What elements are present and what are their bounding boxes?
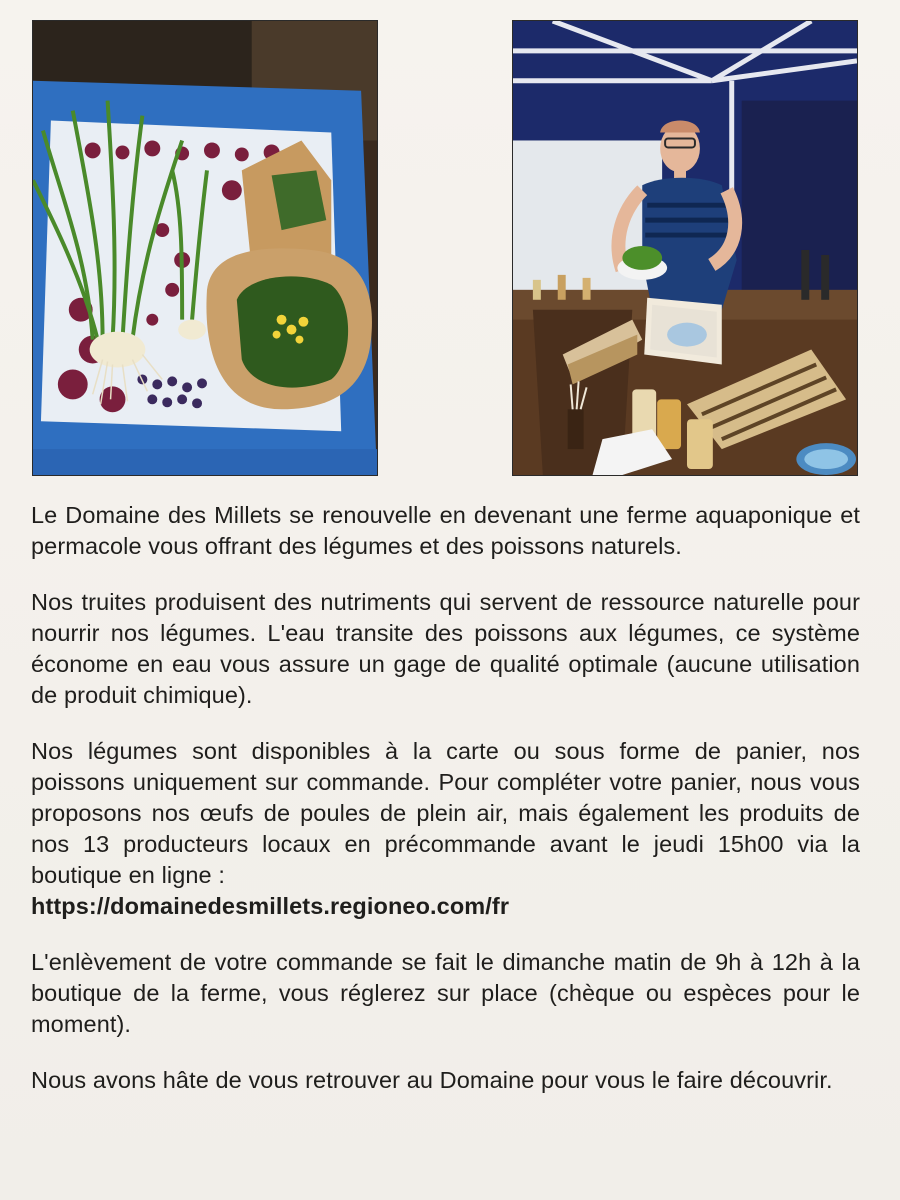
shop-url-link[interactable]: https://domainedesmillets.regioneo.com/fr	[31, 893, 510, 919]
paragraph-ordering	[31, 736, 860, 922]
paragraph-closing: Nous avons hâte de vous retrouver au Domaine pour vous le faire découvrir.	[31, 1067, 833, 1093]
paragraph-pickup: L'enlèvement de votre commande se fait le dimanche matin de 9h à 12h à la boutique de la ferme, vous réglerez sur place (chèque ou espèces pour le moment).	[31, 949, 860, 1037]
market-stand-photo	[512, 20, 858, 476]
vegetables-photo	[32, 20, 378, 476]
paragraph-aquaponics: Nos truites produisent des nutriments qui servent de ressource naturelle pour nourrir nos légumes. L'eau transite des poissons aux légumes, ce système économe en eau vous assure un gage de qualité optimale (aucune utilisation de produit chimique).	[31, 589, 860, 708]
paragraph-ordering-text: Nos légumes sont disponibles à la carte ou sous forme de panier, nos poissons uniquement sur commande. Pour compléter votre panier, nous vous proposons nos œufs de poules de plein air, mais également les produits de nos 13 producteurs locaux en précommande avant le jeudi 15h00 via la boutique en ligne :	[31, 738, 860, 888]
body-text	[31, 500, 860, 1121]
paragraph-intro: Le Domaine des Millets se renouvelle en devenant une ferme aquaponique et permacole vous offrant des légumes et des poissons naturels.	[31, 502, 860, 559]
